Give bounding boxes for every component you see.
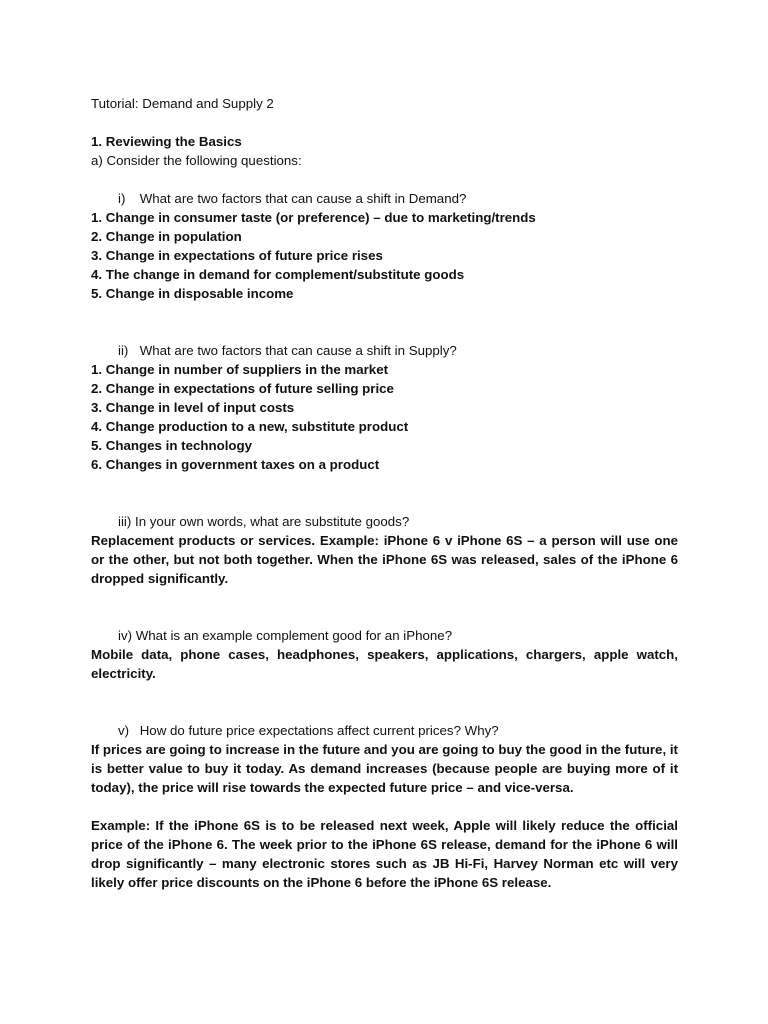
question-2-label: ii) — [118, 343, 129, 358]
question-3-answer: Replacement products or services. Example: iPhone 6 v iPhone 6S – a person will use one or the other, but not both together. When the iPhone 6S was released, sales of the iPhone 6 dropped significantly. — [91, 533, 678, 586]
list-item: 3. Change in expectations of future price rises — [91, 248, 383, 263]
list-item: 1. Change in consumer taste (or preference) – due to marketing/trends — [91, 210, 536, 225]
section-intro: a) Consider the following questions: — [91, 153, 302, 168]
list-item: 5. Change in disposable income — [91, 286, 294, 301]
question-5-example: Example: If the iPhone 6S is to be released next week, Apple will likely reduce the official price of the iPhone 6. The week prior to the iPhone 6S release, demand for the iPhone 6 will drop significantly – many electronic stores such as JB Hi-Fi, Harvey Norman etc will very likely offer price discounts on the iPhone 6 before the iPhone 6S release. — [91, 818, 678, 890]
question-4 — [91, 626, 678, 645]
document-body — [91, 94, 678, 892]
document-title: Tutorial: Demand and Supply 2 — [91, 96, 274, 111]
question-4-text: What is an example complement good for an iPhone? — [135, 628, 453, 643]
question-4-answer: Mobile data, phone cases, headphones, speakers, applications, chargers, apple watch, electricity. — [91, 647, 678, 681]
section-heading: 1. Reviewing the Basics — [91, 134, 242, 149]
question-3-label: iii) — [118, 514, 132, 529]
question-5-label: v) — [118, 723, 130, 738]
list-item: 4. Change production to a new, substitute product — [91, 419, 409, 434]
question-1-text: What are two factors that can cause a shift in Demand? — [139, 191, 467, 206]
question-2 — [91, 341, 678, 360]
question-1 — [91, 189, 678, 208]
question-2-answers — [91, 360, 678, 474]
list-item: 6. Changes in government taxes on a product — [91, 457, 380, 472]
list-item: 4. The change in demand for complement/substitute goods — [91, 267, 465, 282]
list-item: 3. Change in level of input costs — [91, 400, 295, 415]
list-item: 2. Change in population — [91, 229, 242, 244]
list-item: 1. Change in number of suppliers in the market — [91, 362, 389, 377]
list-item: 2. Change in expectations of future selling price — [91, 381, 394, 396]
question-1-answers — [91, 208, 678, 303]
question-5 — [91, 721, 678, 740]
question-4-label: iv) — [118, 628, 133, 643]
question-3-text: In your own words, what are substitute goods? — [135, 514, 410, 529]
question-1-label: i) — [118, 191, 126, 206]
list-item: 5. Changes in technology — [91, 438, 253, 453]
question-5-answer: If prices are going to increase in the future and you are going to buy the good in the future, it is better value to buy it today. As demand increases (because people are buying more of it today), the price will rise towards the expected future price – and vice-versa. — [91, 742, 678, 795]
question-3 — [91, 512, 678, 531]
question-2-text: What are two factors that can cause a shift in Supply? — [139, 343, 457, 358]
question-5-text: How do future price expectations affect current prices? Why? — [139, 723, 499, 738]
